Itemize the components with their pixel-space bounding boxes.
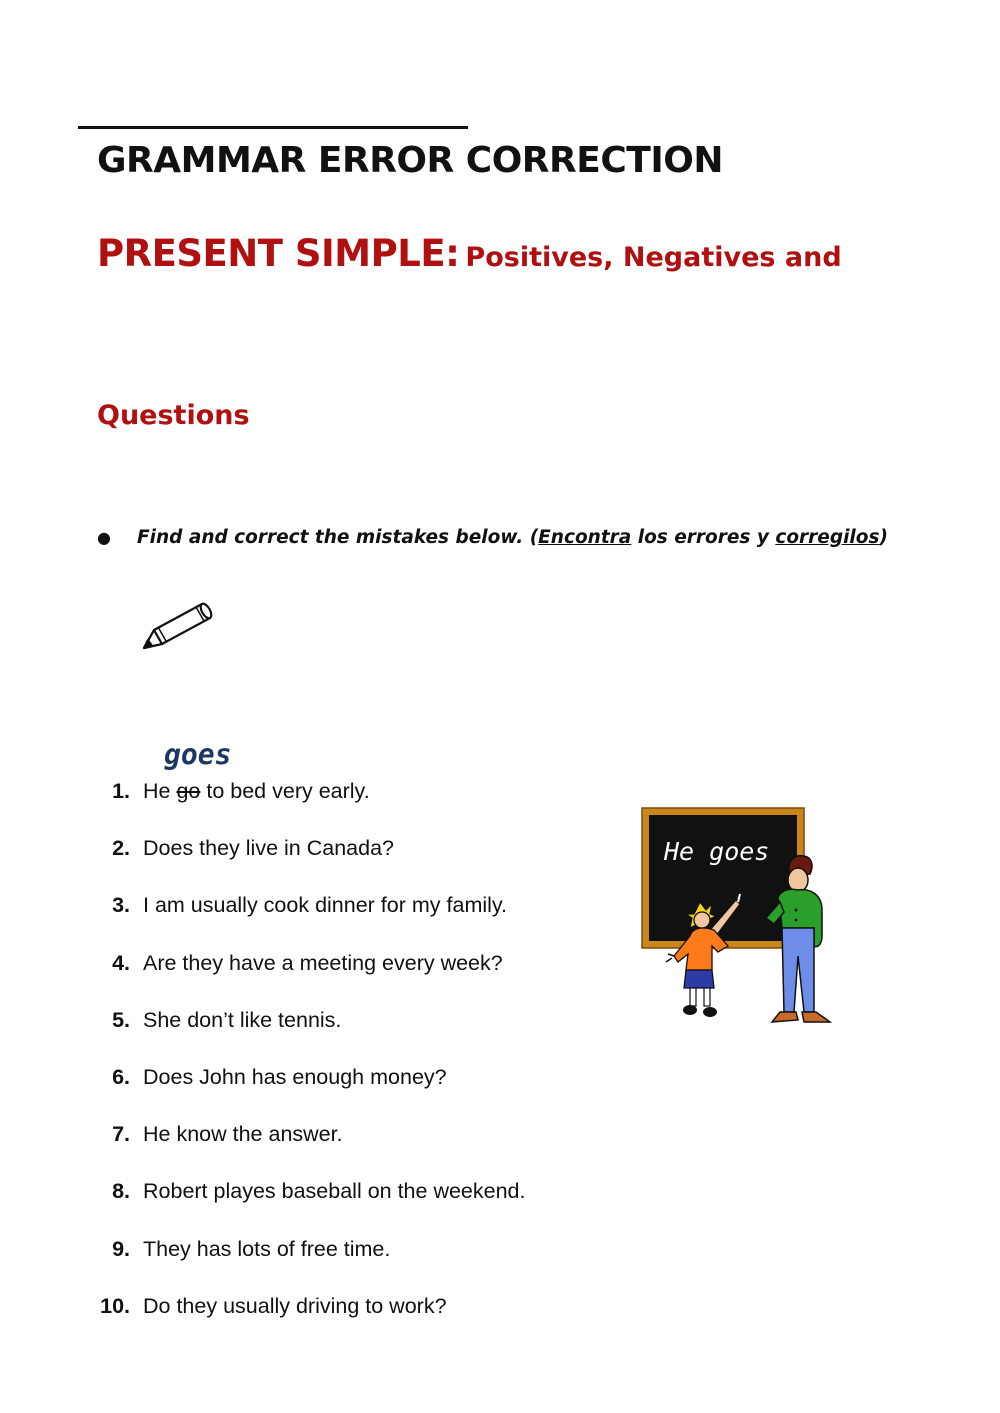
exercise-text-before: He: [143, 779, 177, 803]
exercise-text: They has lots of free time.: [143, 1236, 391, 1261]
instruction-part3: ): [879, 527, 888, 548]
exercise-text: She don’t like tennis.: [143, 1007, 342, 1032]
exercise-item: [0, 1062, 620, 1119]
instruction-word2: corregilos: [775, 527, 880, 548]
exercise-text: Are they have a meeting every week?: [143, 950, 503, 975]
exercise-text: Robert playes baseball on the weekend.: [143, 1179, 526, 1204]
exercise-item: [0, 776, 620, 833]
exercise-number: 10.: [100, 1293, 130, 1318]
exercise-text: Does they live in Canada?: [143, 836, 394, 861]
instruction: [97, 527, 888, 548]
exercise-number: 1.: [112, 779, 130, 803]
exercise-item: [0, 833, 620, 890]
subtitle-rest: Positives, Negatives and: [465, 242, 842, 273]
exercise-item: [0, 1119, 620, 1176]
exercise-item: [0, 1234, 620, 1291]
exercise-number: 2.: [112, 836, 130, 861]
exercise-text: Does John has enough money?: [143, 1064, 447, 1089]
example-correction: goes: [164, 738, 232, 771]
exercise-item: [0, 1005, 620, 1062]
exercise-item: [0, 890, 620, 947]
exercise-number: 9.: [112, 1236, 130, 1261]
exercise-number: 4.: [112, 950, 130, 975]
exercise-list: [0, 776, 620, 1348]
exercise-text: I am usually cook dinner for my family.: [143, 893, 508, 918]
instruction-part1: Find and correct the mistakes below. (: [137, 527, 539, 548]
subtitle-continuation: Questions: [97, 400, 250, 431]
exercise-text-after: to bed very early.: [200, 779, 370, 803]
exercise-number: 5.: [112, 1007, 130, 1032]
bullet-icon: ●: [97, 528, 111, 547]
exercise-number: 3.: [112, 893, 130, 918]
pencil-icon: [140, 596, 216, 656]
instruction-word1: Encontra: [538, 527, 632, 548]
top-rule: [78, 126, 468, 129]
exercise-number: 8.: [112, 1179, 130, 1204]
struck-word: go: [176, 779, 201, 803]
subtitle: [97, 232, 842, 275]
chalkboard-text: He goes: [664, 837, 770, 866]
page-title: GRAMMAR ERROR CORRECTION: [97, 140, 723, 181]
exercise-number: 6.: [112, 1064, 130, 1089]
instruction-part2: los errores y: [631, 527, 776, 548]
exercise-text: Do they usually driving to work?: [143, 1293, 447, 1318]
exercise-number: 7.: [112, 1122, 130, 1147]
subtitle-main: PRESENT SIMPLE:: [97, 232, 460, 275]
chalkboard-illustration: [640, 806, 836, 1034]
exercise-item: [0, 1176, 620, 1233]
exercise-item: [0, 1291, 620, 1348]
exercise-text: He know the answer.: [143, 1122, 343, 1147]
exercise-text: [143, 776, 370, 806]
exercise-item: [0, 948, 620, 1005]
